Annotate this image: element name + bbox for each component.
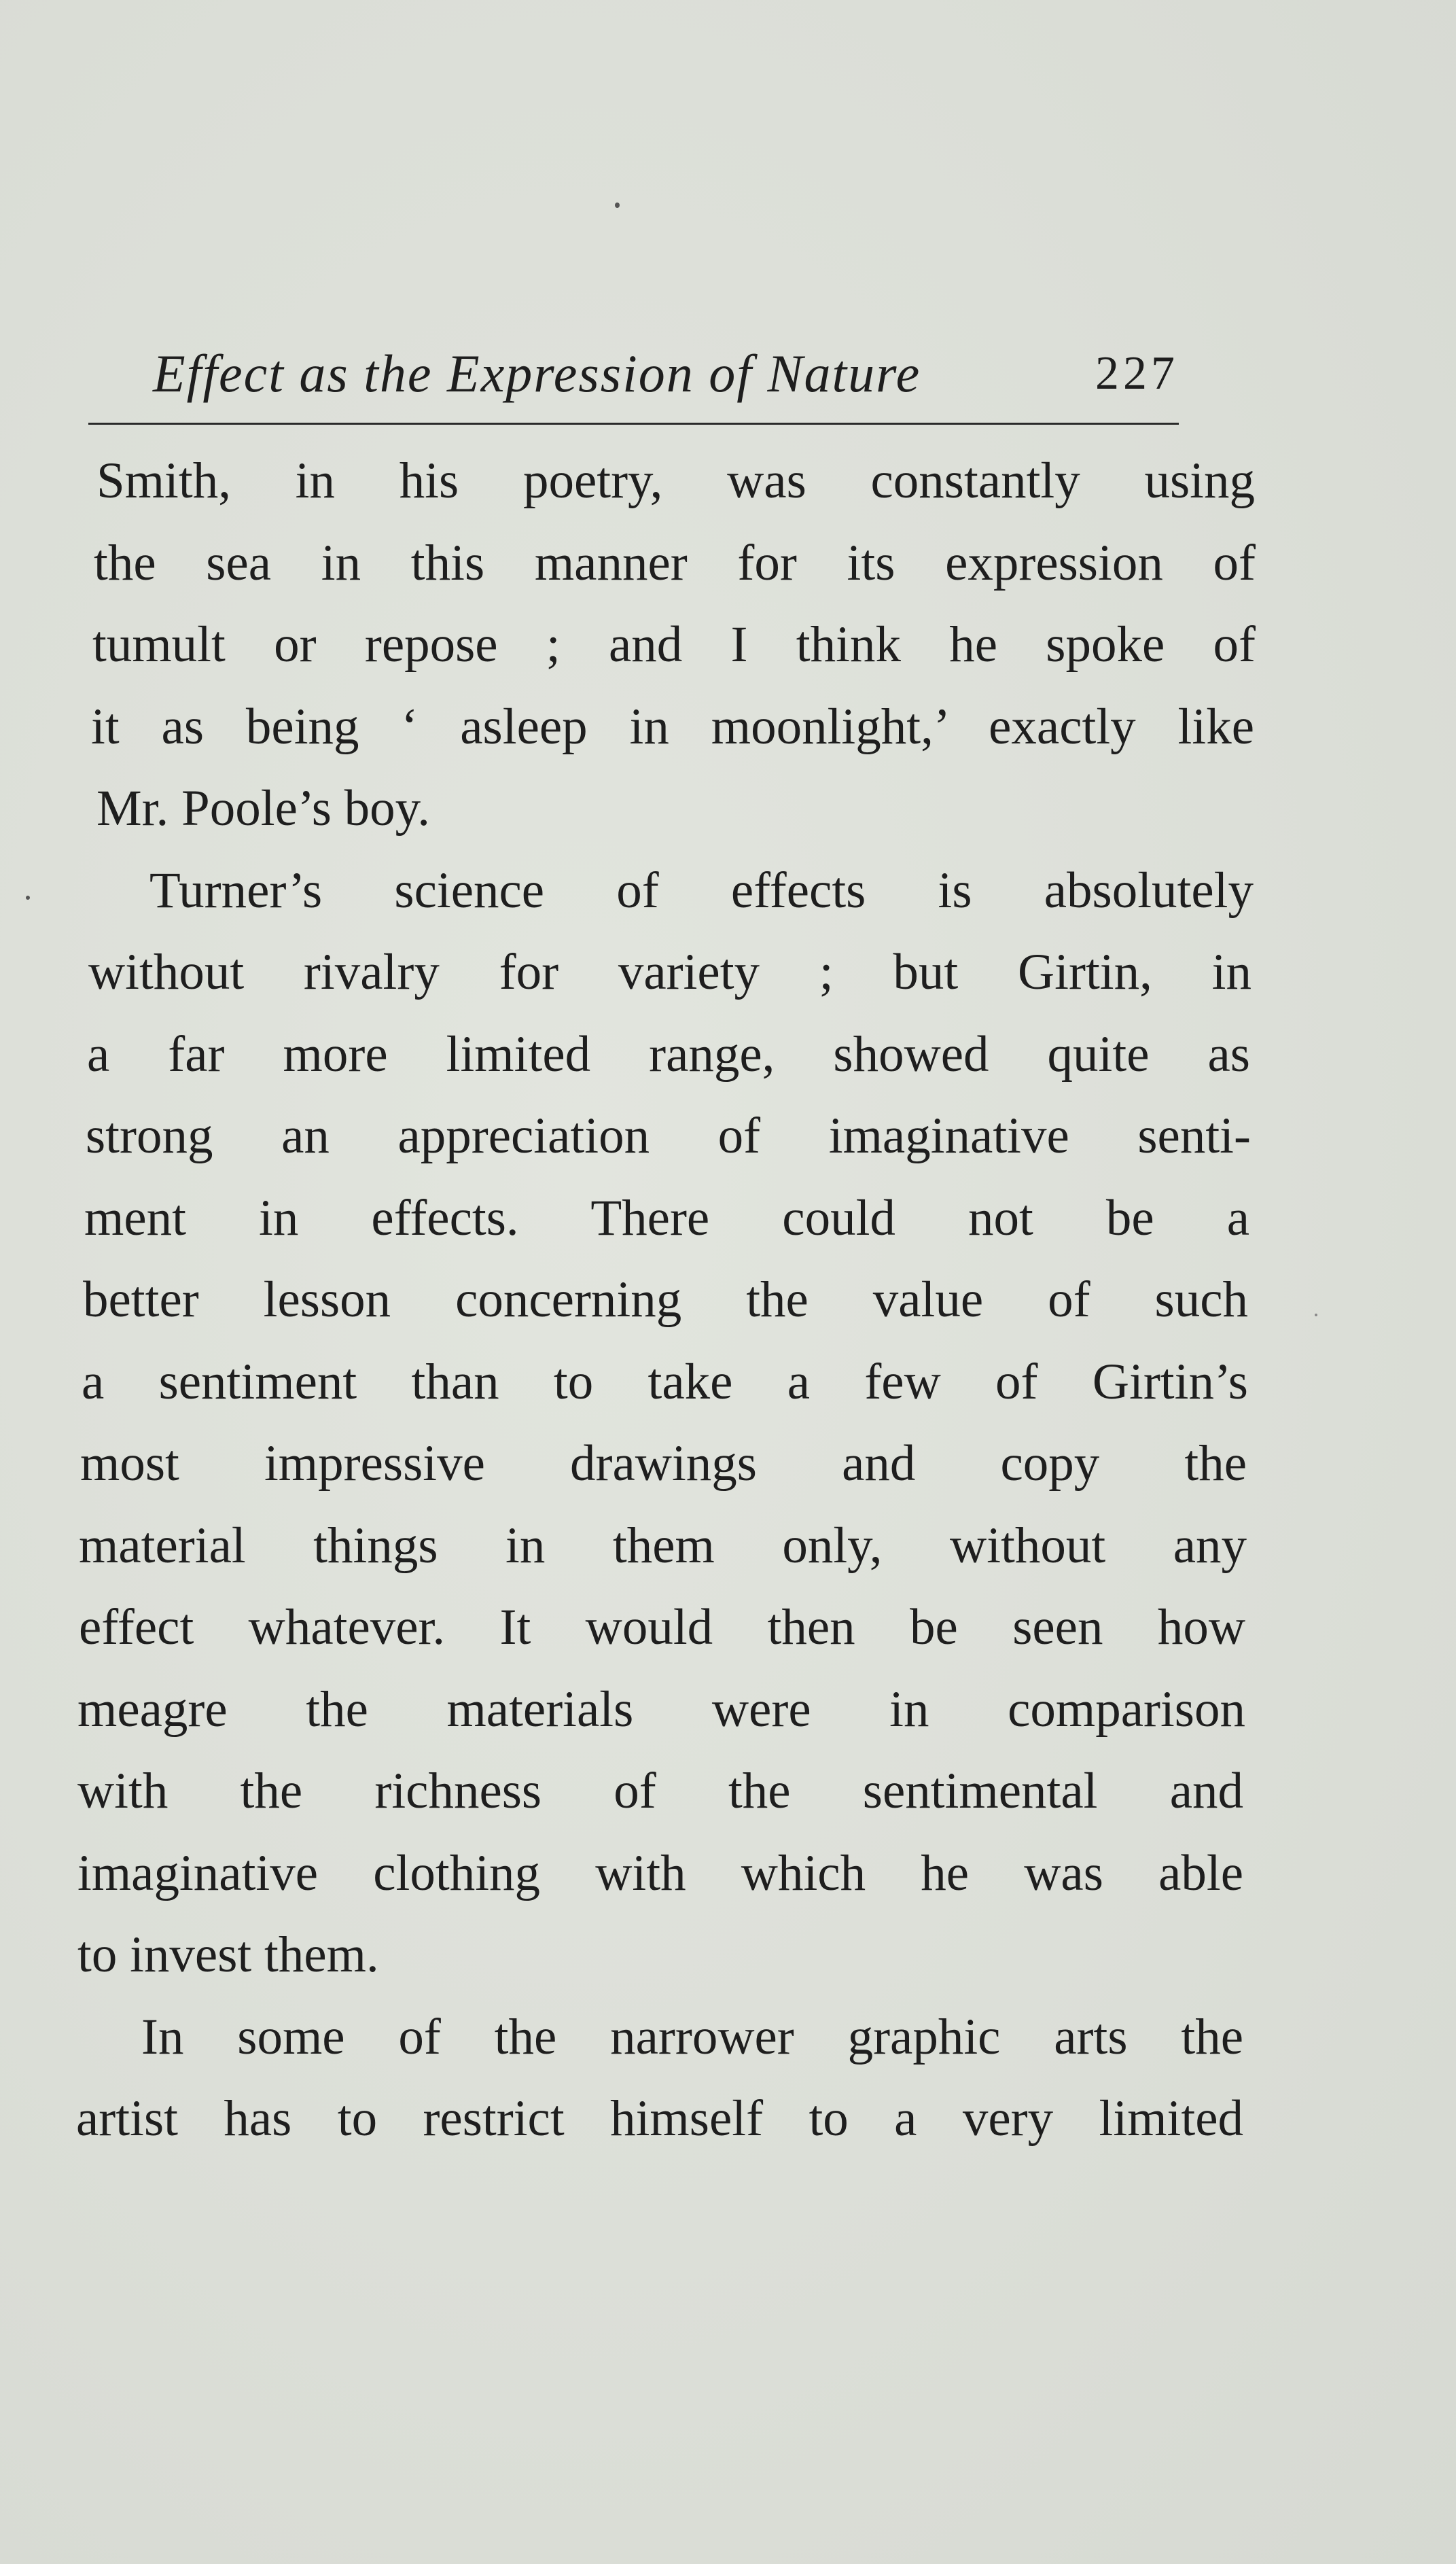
body-text [76, 440, 1256, 2160]
text-line: it as being ‘ asleep in moonlight,’ exactly like [91, 698, 1254, 755]
text-line: meagre the materials were in comparison [77, 1681, 1245, 1738]
speck-margin-left [26, 896, 30, 900]
text-line: the sea in this manner for its expression of [94, 534, 1256, 591]
text-line: effect whatever. It would then be seen how [79, 1599, 1245, 1655]
text-line: tumult or repose ; and I think he spoke of [92, 616, 1256, 673]
text-line: better lesson concerning the value of such [83, 1271, 1248, 1328]
speck-margin-right [1315, 1314, 1317, 1316]
text-line: In some of the narrower graphic arts the [141, 2008, 1243, 2065]
text-line: material things in them only, without any [79, 1517, 1247, 1574]
page-number: 227 [1095, 347, 1179, 400]
text-line: most impressive drawings and copy the [80, 1435, 1247, 1492]
text-line: without rivalry for variety ; but Girtin, in [88, 944, 1251, 1000]
text-line: artist has to restrict himself to a very limited [76, 2090, 1243, 2147]
text-line: with the richness of the sentimental and [77, 1763, 1243, 1819]
text-line: a sentiment than to take a few of Girtin’s [82, 1353, 1248, 1410]
text-line: ment in effects. There could not be a [84, 1189, 1249, 1246]
text-line: Mr. Poole’s boy. [96, 780, 431, 837]
text-line: Turner’s science of effects is absolutely [149, 862, 1254, 919]
text-line: Smith, in his poetry, was constantly using [96, 453, 1255, 509]
running-head-title: Effect as the Expression of Nature [153, 344, 921, 403]
speck-top [615, 203, 620, 208]
text-line: strong an appreciation of imaginative senti- [86, 1108, 1251, 1164]
text-line: to invest them. [77, 1927, 379, 1983]
header-rule [88, 423, 1179, 425]
running-head [153, 340, 1179, 415]
text-line: imaginative clothing with which he was able [77, 1844, 1243, 1901]
text-line: a far more limited range, showed quite as [87, 1025, 1250, 1083]
